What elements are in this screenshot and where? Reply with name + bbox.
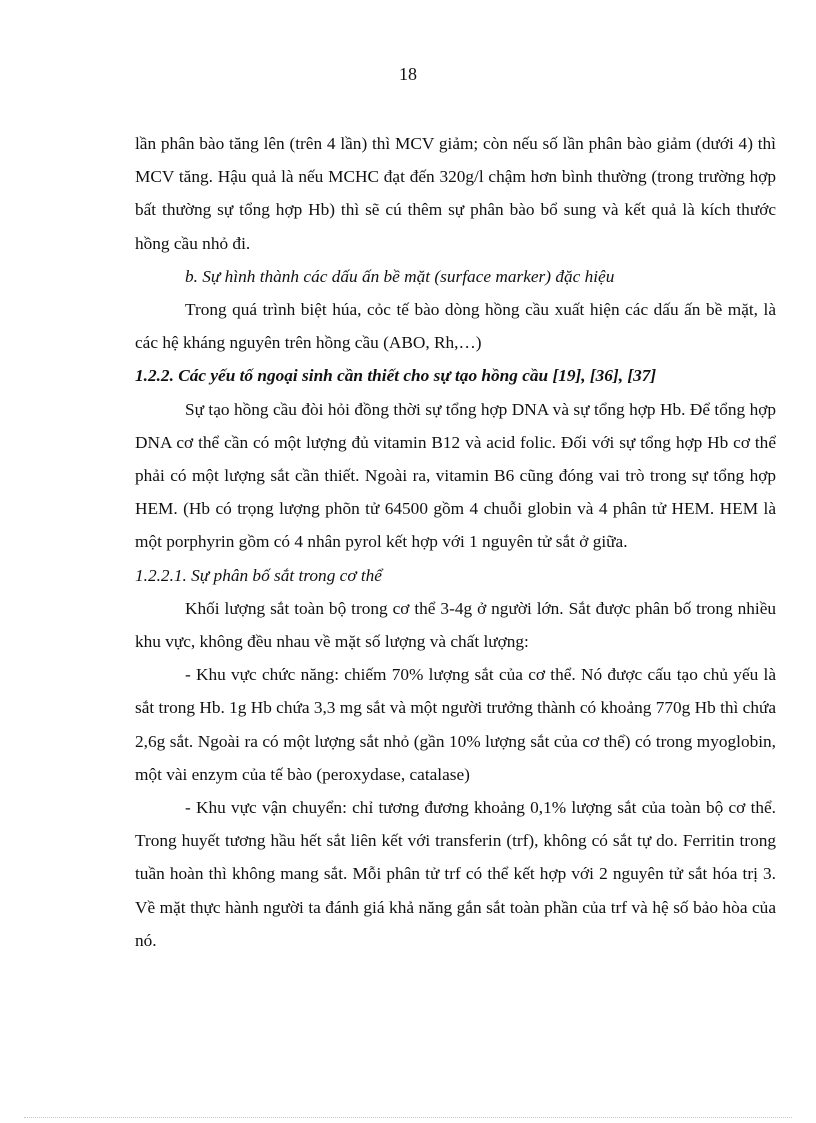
paragraph-iron-total: Khối lượng sắt toàn bộ trong cơ thể 3-4g ở người lớn. Sắt được phân bố trong nhiều khu vực, không đều nhau về mặt số lượng và chất lượng: [135,598,776,652]
paragraph-dna-hb-synthesis: Sự tạo hồng cầu đòi hỏi đồng thời sự tổng hợp DNA và sự tổng hợp Hb. Để tổng hợp DNA cơ thể cần có một lượng đủ vitamin B12 và acid folic. Đối với sự tổng hợp Hb cơ thể phải có một lượng sắt cần thiết. Ngoài ra, vitamin B6 cũng đóng vai trò trong sự tổng hợp HEM. (Hb có trọng lượng phõn tử 64500 gồm 4 chuỗi globin và 4 phân tử HEM. HEM là một porphyrin gồm có 4 nhân pyrol kết hợp với 1 nguyên tử sắt ở giữa. [135,399,776,552]
page-bottom-divider [24,1117,792,1118]
paragraph-transport-area: - Khu vực vận chuyển: chỉ tương đương khoảng 0,1% lượng sắt của toàn bộ cơ thể. Trong huyết tương hầu hết sắt liên kết với transferin (trf), không có sắt tự do. Ferritin trong tuần hoàn thì không mang sắt. Mỗi phân tử trf có thể kết hợp với 2 nguyên tử sắt hóa trị 3. Về mặt thực hành người ta đánh giá khả năng gắn sắt toàn phần của trf và hệ số bảo hòa của nó. [135,798,776,950]
page-number: 18 [399,64,417,84]
paragraph-cell-division: lần phân bào tăng lên (trên 4 lần) thì MCV giảm; còn nếu số lần phân bào giảm (dưới 4) thì MCV tăng. Hậu quả là nếu MCHC đạt đến 320g/l chậm hơn bình thường (trong trường hợp bất thường sự tổng hợp Hb) thì sẽ cú thêm sự phân bào bổ sung và kết quả là kích thước hồng cầu nhỏ đi. [135,134,776,253]
page-body [135,127,776,957]
paragraph-surface-marker: Trong quá trình biệt húa, cỏc tế bào dòng hồng cầu xuất hiện các dấu ấn bề mặt, là các hệ kháng nguyên trên hồng cầu (ABO, Rh,…) [135,300,776,353]
paragraph-functional-area: - Khu vực chức năng: chiếm 70% lượng sắt của cơ thể. Nó được cấu tạo chủ yếu là sắt trong Hb. 1g Hb chứa 3,3 mg sắt và một người trưởng thành có khoảng 770g Hb thì chứa 2,6g sắt. Ngoài ra có một lượng sắt nhỏ (gần 10% lượng sắt của cơ thể) có trong myoglobin, một vài enzym của tế bào (peroxydase, catalase) [135,665,776,784]
subheading-surface-marker: b. Sự hình thành các dấu ấn bề mặt (surface marker) đặc hiệu [185,266,615,286]
section-heading-1-2-2-1: 1.2.2.1. Sự phân bố sắt trong cơ thể [135,565,382,585]
section-heading-1-2-2: 1.2.2. Các yếu tố ngoại sinh cần thiết cho sự tạo hồng cầu [19], [36], [37] [135,366,657,386]
